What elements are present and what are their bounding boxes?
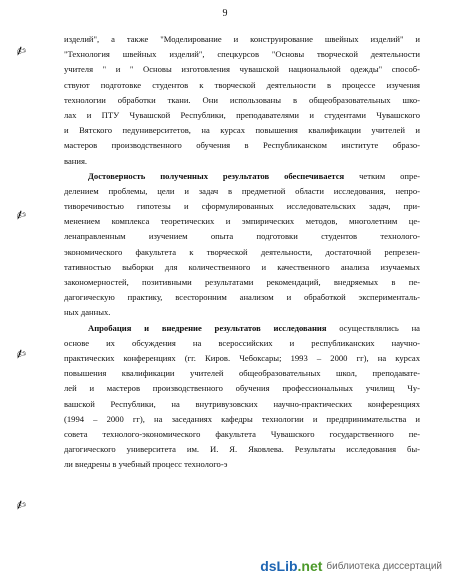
text-line: тативностью выборки для количественного и качественного анализа изучаемых (64, 261, 420, 272)
paragraph-first-line (64, 169, 420, 184)
bold-lead: Апробация и внедрение результатов исследования (88, 322, 327, 333)
text-line: "Технология швейных изделий", спецкурсов "Основы творческой деятельности (64, 49, 420, 60)
document-body (64, 32, 420, 472)
text-line: дагогического университета им. И. Я. Яковлева. Результаты исследования бы- (64, 444, 420, 455)
text-line: и Вятского педуниверситетов, на курсах повышения квалификации учителей и (64, 125, 420, 136)
text-line: делением проблемы, цели и задач в предметной области исследования, непро- (64, 185, 420, 196)
text-line: совета технолого-экономического факультета Чувашского государственного пе- (64, 428, 420, 439)
text-line: закономерностей, позитивными результатами рекомендаций, внедряемых в пе- (64, 277, 420, 287)
text-line: тиворечивостью гипотезы и сформулированных исследовательских задач, при- (64, 201, 420, 212)
text-line: учителя " и " Основы изготовления чувашской национальной одежды" способ- (64, 64, 420, 75)
margin-scribble-icon: ✍ (13, 496, 29, 514)
text-line: изделий", а также "Моделирование и конструирование швейных изделий" и (64, 34, 420, 44)
text-line: мастеров производственного обучения в Республиканском институте образо- (64, 140, 420, 151)
page-number: 9 (222, 8, 228, 19)
paragraph-first-line (64, 321, 420, 336)
text-line: ленаправленным изучением опыта подготовки студентов технолого- (64, 231, 420, 242)
text-line: вания. (64, 155, 88, 166)
text-line: ствуют подготовке студентов к творческой деятельности в процессе изучения (64, 79, 420, 90)
watermark (260, 558, 442, 574)
text-line: менением комплекса теоретических и эмпирических методов, многолетним це- (64, 216, 420, 227)
text-line: (1994 – 2000 гг), на заседаниях кафедры технологии и предпринимательства и (64, 413, 420, 424)
text-line: лах и ПТУ Чувашской Республики, преподавателями и студентами Чувашского (64, 109, 420, 120)
watermark-logo-main: dsLib (260, 558, 298, 574)
text-line: ли внедрены в учебный процесс технолого-э (64, 459, 228, 470)
text-run: четким опре- (344, 170, 420, 181)
margin-scribble-icon: ✍ (13, 206, 29, 224)
text-line: повышения квалификации учителей общеобразовательных школ, преподавате- (64, 368, 420, 379)
watermark-logo (260, 558, 322, 574)
text-line: ных данных. (64, 307, 111, 318)
margin-scribble-icon: ✍ (13, 345, 29, 363)
text-line: дагогическую практику, всесторонним анализом и обработкой эксперименталь- (64, 292, 420, 303)
bold-lead: Достоверность полученных результатов обеспечивается (88, 170, 345, 181)
text-line: практических конференциях (гг. Киров. Чебоксары; 1993 – 2000 гг), на курсах (64, 352, 420, 363)
text-run: осуществлялись на (326, 322, 420, 333)
watermark-caption: библиотека диссертаций (326, 560, 442, 572)
text-line: основе их обсуждения на всероссийских и республиканских научно- (64, 337, 420, 348)
margin-scribble-icon: ✍ (13, 42, 29, 60)
text-line: вашской Республики, на внутривузовских научно-практических конференциях (64, 398, 420, 409)
text-line: экономического факультета к творческой деятельности, достаточной репрезен- (64, 246, 420, 257)
watermark-logo-suffix: .net (297, 558, 323, 574)
text-line: технологии обработки ткани. Они использованы в общеобразовательных шко- (64, 94, 420, 105)
text-line: лей и мастеров производственного обучения профессиональных училищ Чу- (64, 383, 420, 394)
